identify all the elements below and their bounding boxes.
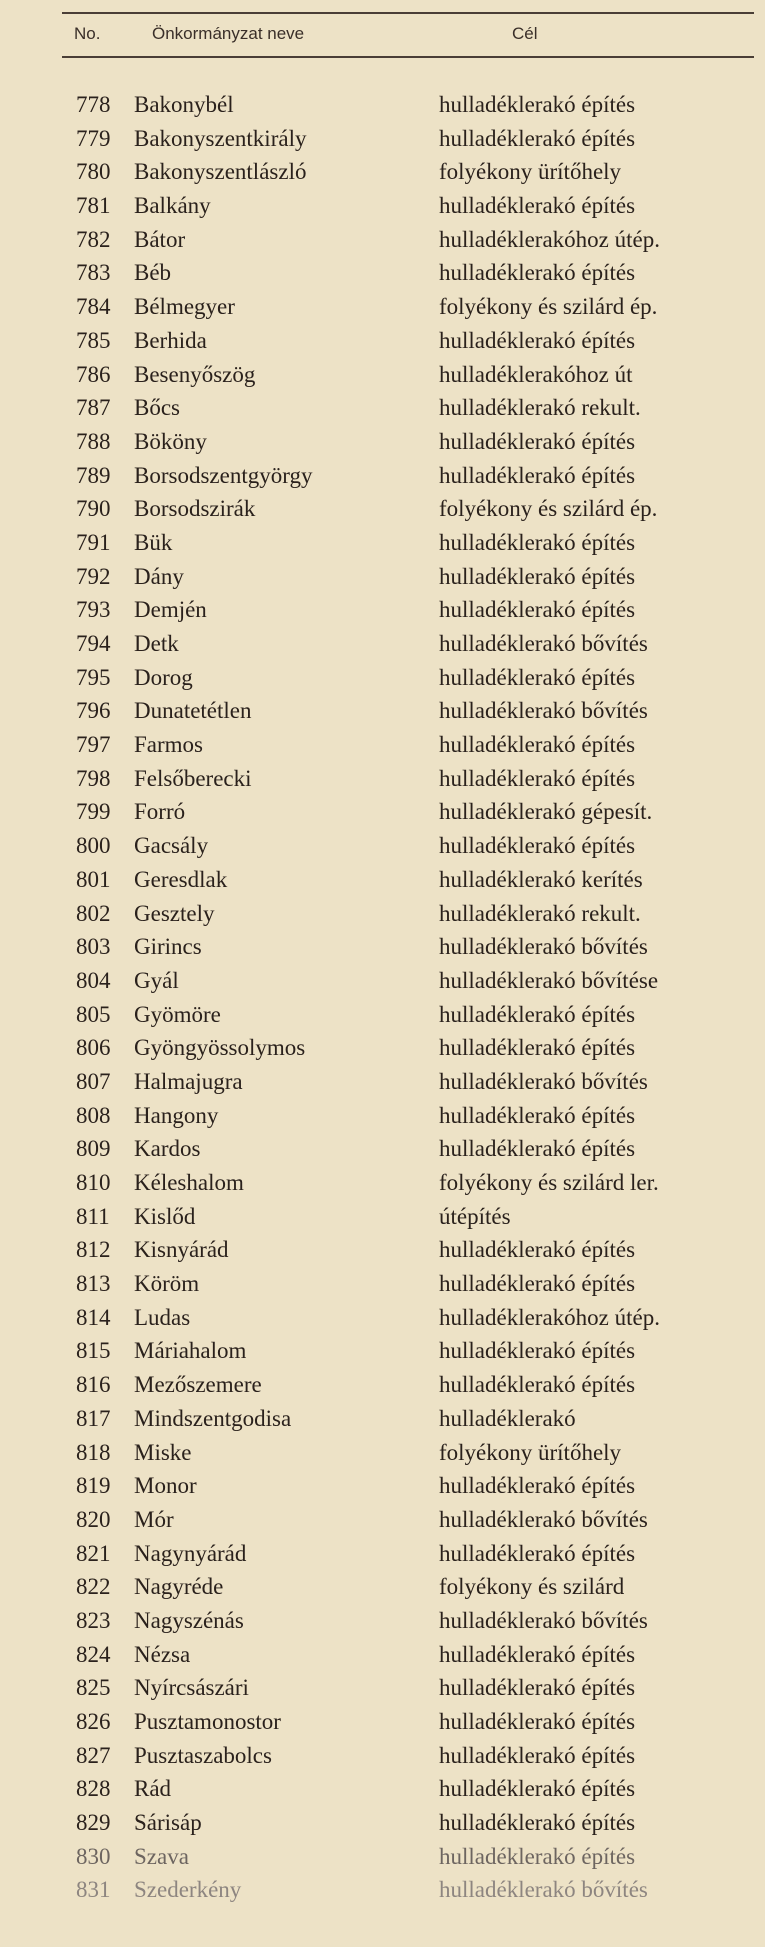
row-number: 783 (76, 260, 111, 286)
municipality-name: Forró (134, 799, 186, 825)
municipality-name: Gesztely (134, 900, 215, 926)
row-number: 802 (76, 900, 111, 926)
municipality-name: Felsőberecki (134, 765, 252, 791)
row-number: 788 (76, 428, 111, 454)
municipality-name: Gacsály (134, 833, 209, 859)
table-row (0, 526, 765, 560)
municipality-name: Gyömöre (134, 1001, 221, 1027)
purpose: hulladéklerakó bővítése (439, 967, 659, 993)
table-row (0, 964, 765, 998)
row-number: 799 (76, 799, 111, 825)
table-row (0, 1132, 765, 1166)
purpose: hulladéklerakó építés (439, 765, 636, 791)
header-cel: Cél (512, 24, 538, 43)
purpose: hulladéklerakó építés (439, 1641, 636, 1667)
table-row (0, 1469, 765, 1503)
row-number: 793 (76, 597, 111, 623)
purpose: hulladéklerakó építés (439, 529, 636, 555)
municipality-name: Kisnyárád (134, 1237, 229, 1263)
purpose: hulladéklerakó építés (439, 1675, 636, 1701)
table-row (0, 1739, 765, 1773)
row-number: 794 (76, 631, 111, 656)
row-number: 829 (76, 1810, 111, 1836)
municipality-name: Dorog (134, 664, 193, 690)
table-row (0, 155, 765, 189)
purpose: hulladéklerakó építés (439, 732, 636, 758)
row-number: 812 (76, 1237, 111, 1263)
municipality-name: Béb (134, 260, 172, 286)
table-row (0, 1301, 765, 1335)
table-row (0, 324, 765, 358)
municipality-name: Hangony (134, 1102, 219, 1128)
row-number: 815 (76, 1338, 111, 1364)
row-number: 813 (76, 1271, 111, 1297)
municipality-name: Kardos (134, 1136, 201, 1162)
purpose: hulladéklerakó építés (439, 1372, 636, 1398)
municipality-name: Rád (134, 1776, 172, 1802)
header-no: No. (74, 24, 101, 43)
table-row (0, 998, 765, 1032)
table-row (0, 795, 765, 829)
purpose: hulladéklerakó bővítés (439, 1877, 648, 1903)
purpose: hulladéklerakó építés (439, 428, 636, 454)
purpose: hulladéklerakó építés (439, 1776, 636, 1802)
row-number: 807 (76, 1068, 111, 1094)
purpose: hulladéklerakó rekult. (439, 900, 641, 926)
purpose: útépítés (439, 1203, 511, 1229)
row-number: 826 (76, 1709, 111, 1734)
municipality-name: Pusztaszabolcs (134, 1742, 272, 1768)
table-row (0, 930, 765, 964)
municipality-name: Nagyszénás (134, 1607, 244, 1633)
row-number: 798 (76, 765, 111, 791)
municipality-name: Detk (134, 631, 179, 656)
row-number: 822 (76, 1574, 111, 1600)
purpose: hulladéklerakó bővítés (439, 698, 648, 724)
purpose: hulladéklerakó építés (439, 1001, 636, 1027)
table-row (0, 1334, 765, 1368)
row-number: 805 (76, 1001, 111, 1027)
municipality-name: Sárisáp (134, 1810, 202, 1836)
row-number: 790 (76, 496, 111, 522)
table-row (0, 1233, 765, 1267)
row-number: 797 (76, 732, 111, 758)
municipality-name: Máriahalom (134, 1338, 247, 1364)
purpose: hulladéklerakó építés (439, 563, 636, 589)
table-row (0, 829, 765, 863)
table-row (0, 1065, 765, 1099)
table-row (0, 1840, 765, 1874)
purpose: hulladéklerakó építés (439, 1709, 636, 1734)
municipality-name: Girincs (134, 934, 202, 960)
municipality-name: Mindszentgodisa (134, 1405, 292, 1431)
row-number: 808 (76, 1102, 111, 1128)
municipality-name: Nagynyárád (134, 1540, 247, 1566)
row-number: 786 (76, 361, 111, 387)
municipality-name: Kéleshalom (134, 1170, 244, 1195)
municipality-name: Demjén (134, 597, 207, 623)
purpose: hulladéklerakó (439, 1405, 576, 1431)
purpose: hulladéklerakó építés (439, 1540, 636, 1566)
table-row (0, 391, 765, 425)
row-number: 791 (76, 529, 111, 555)
municipality-name: Nézsa (134, 1641, 191, 1667)
municipality-name: Besenyőszög (134, 361, 256, 387)
purpose: hulladéklerakó építés (439, 1742, 636, 1768)
purpose: hulladéklerakó bővítés (439, 1607, 648, 1633)
table-row (0, 863, 765, 897)
purpose: hulladéklerakóhoz út (439, 361, 633, 387)
municipality-name: Dány (134, 563, 184, 589)
row-number: 827 (76, 1742, 111, 1768)
purpose: folyékony és szilárd ép. (439, 496, 658, 522)
row-number: 806 (76, 1035, 111, 1061)
purpose: hulladéklerakó építés (439, 462, 636, 488)
purpose: hulladéklerakó építés (439, 1237, 636, 1263)
municipality-name: Kislőd (134, 1203, 196, 1229)
purpose: hulladéklerakó gépesít. (439, 799, 653, 825)
municipality-name: Geresdlak (134, 866, 228, 892)
row-number: 803 (76, 934, 111, 960)
purpose: hulladéklerakó építés (439, 833, 636, 859)
table-row (0, 1873, 765, 1907)
municipality-name: Bátor (134, 226, 186, 252)
municipality-name: Dunatetétlen (134, 698, 252, 724)
table-row (0, 88, 765, 122)
table-row (0, 1604, 765, 1638)
table-row (0, 1705, 765, 1739)
table-row (0, 1267, 765, 1301)
table-row (0, 256, 765, 290)
table-row (0, 1200, 765, 1234)
row-number: 795 (76, 664, 111, 690)
municipality-name: Bélmegyer (134, 294, 235, 320)
table-row (0, 1031, 765, 1065)
row-number: 818 (76, 1439, 111, 1465)
table-row (0, 425, 765, 459)
row-number: 789 (76, 462, 111, 488)
table-row (0, 1772, 765, 1806)
purpose: hulladéklerakó építés (439, 327, 636, 353)
purpose: hulladéklerakó bővítés (439, 631, 648, 656)
municipality-name: Bakonyszentlászló (134, 159, 307, 185)
purpose: folyékony és szilárd ép. (439, 294, 658, 320)
table-row (0, 1099, 765, 1133)
purpose: hulladéklerakóhoz útép. (439, 1304, 660, 1330)
row-number: 811 (76, 1203, 110, 1229)
table-row (0, 459, 765, 493)
header-name: Önkormányzat neve (152, 24, 305, 43)
table-row (0, 728, 765, 762)
purpose: hulladéklerakó építés (439, 1136, 636, 1162)
purpose: folyékony és szilárd ler. (439, 1170, 659, 1195)
row-number: 781 (76, 193, 111, 219)
municipality-name: Szava (134, 1843, 189, 1869)
row-number: 816 (76, 1372, 111, 1398)
purpose: hulladéklerakó kerítés (439, 866, 643, 892)
table-row (0, 290, 765, 324)
municipality-name: Bük (134, 529, 173, 555)
municipality-name: Borsodszirák (134, 496, 256, 522)
purpose: hulladéklerakó építés (439, 597, 636, 623)
purpose: hulladéklerakóhoz útép. (439, 226, 660, 252)
table-row (0, 1436, 765, 1470)
table-row (0, 358, 765, 392)
municipality-name: Mezőszemere (134, 1372, 262, 1398)
purpose: hulladéklerakó bővítés (439, 1506, 648, 1532)
row-number: 804 (76, 967, 111, 993)
table-header (62, 24, 754, 50)
municipality-name: Bakonybél (134, 92, 234, 117)
table-row (0, 1570, 765, 1604)
row-number: 782 (76, 226, 111, 252)
municipality-name: Berhida (134, 327, 207, 353)
row-number: 796 (76, 698, 111, 724)
municipality-name: Ludas (134, 1304, 191, 1330)
row-number: 831 (76, 1877, 111, 1903)
table-row (0, 694, 765, 728)
row-number: 817 (76, 1405, 111, 1431)
row-number: 814 (76, 1304, 111, 1330)
purpose: hulladéklerakó építés (439, 664, 636, 690)
table-row (0, 593, 765, 627)
row-number: 780 (76, 159, 111, 185)
purpose: folyékony ürítőhely (439, 1439, 622, 1465)
municipality-name: Mór (134, 1506, 174, 1532)
purpose: hulladéklerakó építés (439, 1810, 636, 1836)
row-number: 801 (76, 866, 111, 892)
table-row (0, 762, 765, 796)
table-row (0, 627, 765, 661)
table-row (0, 492, 765, 526)
purpose: folyékony ürítőhely (439, 159, 622, 185)
municipality-name: Nyírcsászári (134, 1675, 249, 1701)
row-number: 809 (76, 1136, 111, 1162)
row-number: 784 (76, 294, 111, 320)
table-row (0, 223, 765, 257)
municipality-name: Gyál (134, 967, 179, 993)
table-row (0, 560, 765, 594)
municipality-name: Balkány (134, 193, 211, 219)
purpose: hulladéklerakó építés (439, 1473, 636, 1499)
row-number: 828 (76, 1776, 111, 1802)
purpose: hulladéklerakó építés (439, 193, 636, 219)
municipality-name: Bököny (134, 428, 207, 454)
municipality-name: Halmajugra (134, 1068, 243, 1094)
row-number: 819 (76, 1473, 111, 1499)
purpose: hulladéklerakó építés (439, 1843, 636, 1869)
row-number: 810 (76, 1170, 111, 1195)
row-number: 825 (76, 1675, 111, 1701)
row-number: 778 (76, 92, 111, 117)
purpose: hulladéklerakó építés (439, 1271, 636, 1297)
table-row (0, 1166, 765, 1200)
municipality-name: Pusztamonostor (134, 1709, 281, 1734)
municipality-name: Borsodszentgyörgy (134, 462, 313, 488)
table-row (0, 1503, 765, 1537)
row-number: 779 (76, 125, 111, 151)
header-rule (62, 56, 754, 58)
row-number: 785 (76, 327, 111, 353)
municipality-name: Monor (134, 1473, 197, 1499)
municipality-name: Farmos (134, 732, 203, 758)
municipality-name: Szederkény (134, 1877, 242, 1903)
purpose: hulladéklerakó építés (439, 1102, 636, 1128)
municipality-name: Köröm (134, 1271, 200, 1297)
row-number: 830 (76, 1843, 111, 1869)
purpose: folyékony és szilárd (439, 1574, 625, 1600)
municipality-name: Bőcs (134, 395, 180, 421)
purpose: hulladéklerakó bővítés (439, 1068, 648, 1094)
purpose: hulladéklerakó építés (439, 1338, 636, 1364)
table-row (0, 1402, 765, 1436)
table-row (0, 1537, 765, 1571)
table-row (0, 1671, 765, 1705)
table-row (0, 122, 765, 156)
row-number: 787 (76, 395, 111, 421)
row-number: 820 (76, 1506, 111, 1532)
table-row (0, 1368, 765, 1402)
purpose: hulladéklerakó építés (439, 92, 636, 117)
row-number: 823 (76, 1607, 111, 1633)
municipality-name: Nagyréde (134, 1574, 224, 1600)
table-row (0, 897, 765, 931)
municipality-name: Gyöngyössolymos (134, 1035, 306, 1061)
purpose: hulladéklerakó építés (439, 125, 636, 151)
purpose: hulladéklerakó építés (439, 260, 636, 286)
purpose: hulladéklerakó bővítés (439, 934, 648, 960)
table-row (0, 189, 765, 223)
row-number: 821 (76, 1540, 111, 1566)
top-rule (62, 12, 754, 14)
table-row (0, 1638, 765, 1672)
purpose: hulladéklerakó építés (439, 1035, 636, 1061)
municipality-name: Bakonyszentkirály (134, 125, 307, 151)
row-number: 792 (76, 563, 111, 589)
purpose: hulladéklerakó rekult. (439, 395, 641, 421)
row-number: 800 (76, 833, 111, 859)
table-row (0, 661, 765, 695)
municipality-name: Miske (134, 1439, 192, 1465)
table-row (0, 1806, 765, 1840)
table-body (0, 88, 765, 1907)
row-number: 824 (76, 1641, 111, 1667)
